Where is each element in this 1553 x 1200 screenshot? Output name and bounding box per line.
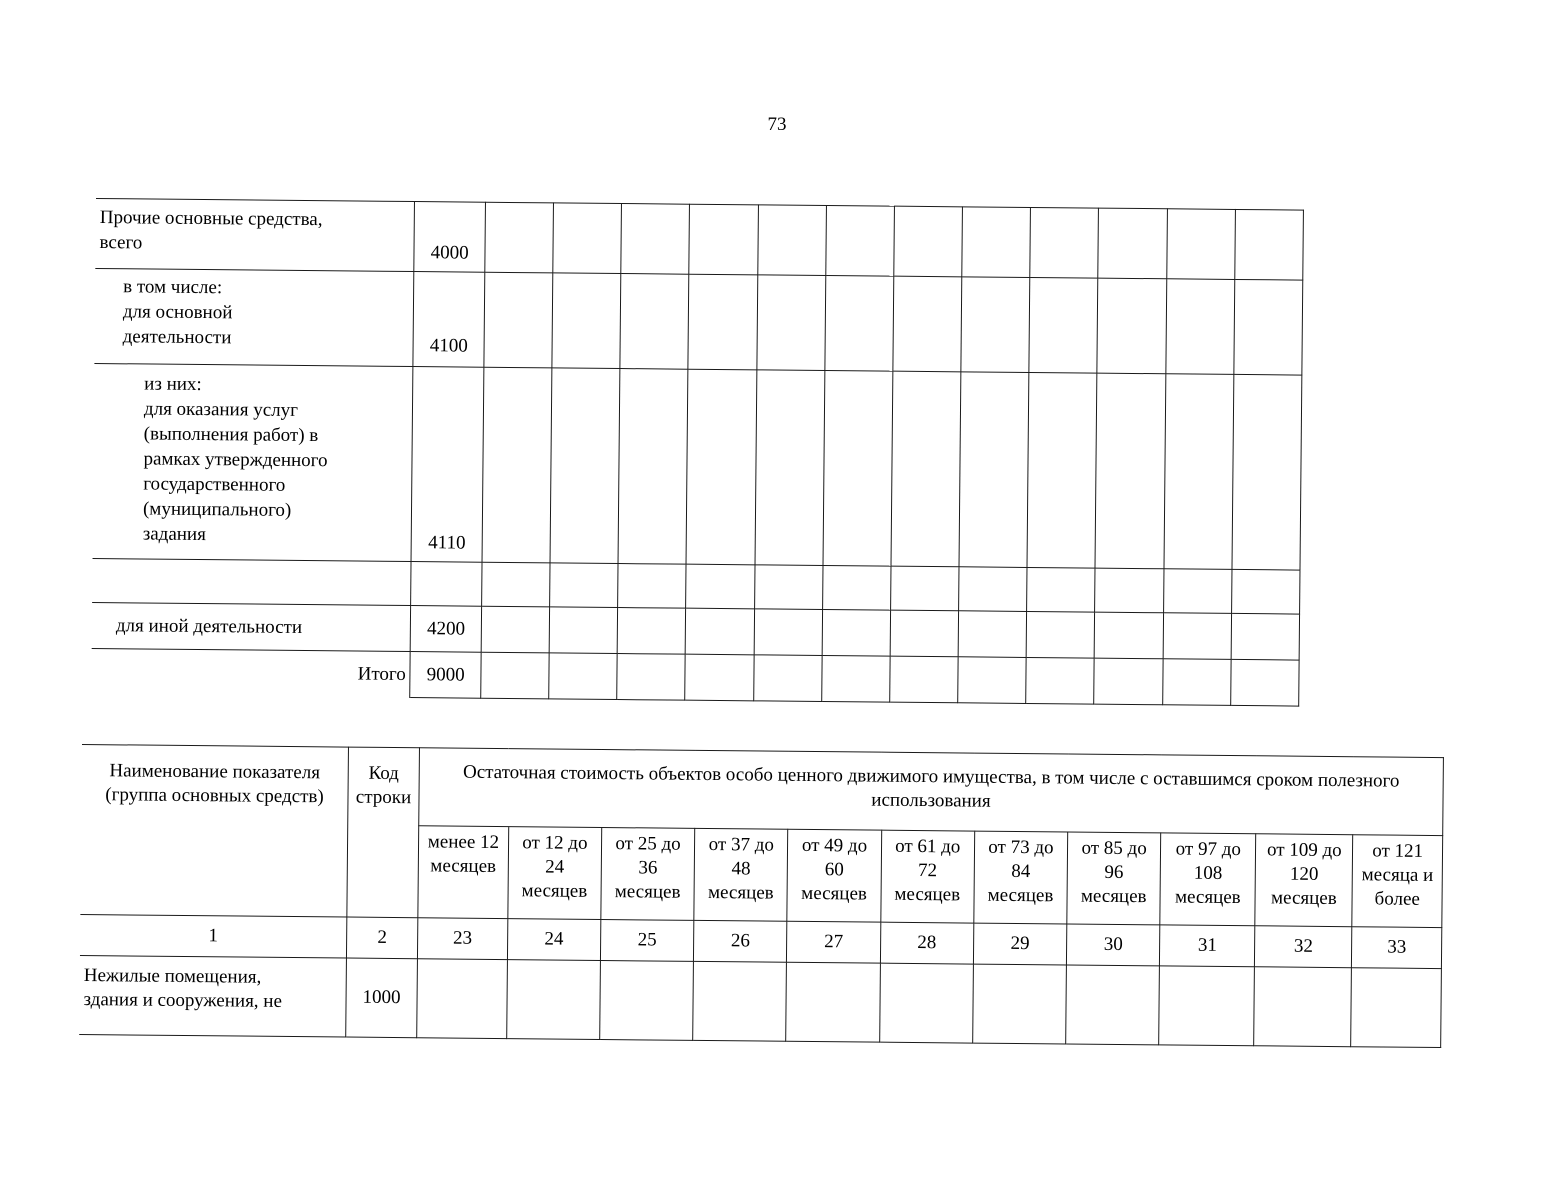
column-number: 1 bbox=[80, 914, 347, 958]
value-cell[interactable] bbox=[757, 205, 826, 276]
column-number: 31 bbox=[1160, 925, 1255, 967]
column-header: от 97 до 108 месяцев bbox=[1160, 833, 1256, 926]
column-number: 32 bbox=[1255, 926, 1352, 968]
column-header: от 25 до 36 месяцев bbox=[601, 827, 695, 920]
value-cell[interactable] bbox=[550, 563, 619, 608]
row-code bbox=[411, 562, 482, 607]
value-cell[interactable] bbox=[621, 204, 690, 275]
value-cell[interactable] bbox=[1351, 968, 1441, 1048]
row-name-line: для иной деятельности bbox=[115, 615, 303, 638]
row-name bbox=[94, 268, 414, 366]
table-row bbox=[94, 268, 1302, 375]
value-cell[interactable] bbox=[1231, 569, 1300, 614]
column-header: от 85 до 96 месяцев bbox=[1067, 832, 1161, 925]
value-cell[interactable] bbox=[618, 369, 688, 565]
value-cell[interactable] bbox=[686, 608, 755, 655]
page-number: 73 bbox=[767, 114, 787, 135]
row-name-line: (муниципального) bbox=[142, 498, 292, 521]
value-cell[interactable] bbox=[894, 206, 963, 277]
value-cell[interactable] bbox=[826, 206, 895, 277]
column-header: от 37 до 48 месяцев bbox=[694, 828, 788, 921]
value-cell[interactable] bbox=[753, 655, 822, 702]
value-cell[interactable] bbox=[620, 274, 689, 370]
row-name-line: рамках утвержденного bbox=[143, 448, 328, 472]
value-cell[interactable] bbox=[417, 959, 507, 1039]
value-cell[interactable] bbox=[1254, 967, 1352, 1047]
column-header: от 61 до 72 месяцев bbox=[880, 830, 974, 923]
column-number: 2 bbox=[346, 917, 417, 959]
value-cell[interactable] bbox=[617, 654, 686, 701]
row-name-line: в том числе: bbox=[123, 276, 223, 299]
row-name-line: задания bbox=[142, 523, 207, 546]
row-name bbox=[95, 198, 415, 271]
value-cell[interactable] bbox=[689, 204, 758, 275]
bottom-table bbox=[79, 744, 1444, 1048]
row-code: 1000 bbox=[346, 958, 418, 1038]
table-row bbox=[79, 955, 1441, 1047]
column-header: менее 12 месяцев bbox=[418, 826, 509, 919]
table-row bbox=[93, 363, 1302, 570]
value-cell[interactable] bbox=[1162, 659, 1231, 706]
value-cell[interactable] bbox=[755, 370, 825, 566]
row-name-line: для оказания услуг bbox=[143, 398, 299, 421]
value-cell[interactable] bbox=[823, 371, 893, 567]
value-cell[interactable] bbox=[618, 564, 687, 609]
row-code: 4000 bbox=[414, 202, 485, 273]
value-cell[interactable] bbox=[1066, 965, 1160, 1045]
value-cell[interactable] bbox=[1094, 658, 1163, 705]
column-number: 25 bbox=[600, 919, 694, 961]
column-header: от 49 до 60 месяцев bbox=[787, 829, 881, 922]
header-residual-value: Остаточная стоимость объектов особо ценного движимого имущества, в том числе с оставшимся сроком полезного использования bbox=[419, 748, 1444, 836]
value-cell[interactable] bbox=[482, 562, 551, 607]
value-cell[interactable] bbox=[1095, 568, 1164, 613]
header-row bbox=[81, 745, 1443, 836]
row-name-line: всего bbox=[99, 232, 143, 254]
value-cell[interactable] bbox=[550, 368, 620, 564]
value-cell[interactable] bbox=[1026, 611, 1095, 658]
row-name-line: государственного bbox=[143, 473, 286, 496]
value-cell[interactable] bbox=[1095, 612, 1164, 659]
value-cell[interactable] bbox=[961, 277, 1030, 373]
value-cell[interactable] bbox=[1230, 659, 1299, 706]
column-number: 26 bbox=[694, 920, 788, 962]
column-header: от 121 месяца и более bbox=[1352, 835, 1443, 928]
value-cell[interactable] bbox=[1159, 966, 1255, 1046]
row-name-line: Итого bbox=[357, 663, 406, 686]
column-number: 33 bbox=[1352, 927, 1442, 969]
value-cell[interactable] bbox=[958, 611, 1027, 658]
value-cell[interactable] bbox=[959, 567, 1028, 612]
value-cell[interactable] bbox=[1165, 279, 1234, 375]
value-cell[interactable] bbox=[1098, 208, 1167, 279]
value-cell[interactable] bbox=[1029, 277, 1098, 373]
value-cell[interactable] bbox=[688, 274, 757, 370]
row-name-line: деятельности bbox=[122, 326, 232, 349]
value-cell[interactable] bbox=[893, 276, 962, 372]
value-cell[interactable] bbox=[1095, 373, 1165, 569]
value-cell[interactable] bbox=[686, 564, 755, 609]
column-number: 27 bbox=[787, 921, 881, 963]
value-cell[interactable] bbox=[1163, 613, 1232, 660]
value-cell[interactable] bbox=[1097, 278, 1166, 374]
value-cell[interactable] bbox=[686, 369, 756, 565]
value-cell[interactable] bbox=[962, 207, 1031, 278]
value-cell[interactable] bbox=[553, 203, 622, 274]
value-cell[interactable] bbox=[693, 961, 787, 1041]
row-code: 4200 bbox=[411, 606, 482, 653]
value-cell[interactable] bbox=[786, 962, 880, 1042]
column-number: 28 bbox=[880, 922, 974, 964]
column-number: 23 bbox=[417, 918, 507, 960]
header-indicator-name: Наименование показателя (группа основных средств) bbox=[80, 745, 348, 918]
value-cell[interactable] bbox=[890, 610, 959, 657]
row-name bbox=[93, 363, 414, 561]
value-cell[interactable] bbox=[1026, 657, 1095, 704]
value-cell[interactable] bbox=[600, 960, 694, 1040]
value-cell[interactable] bbox=[549, 607, 618, 654]
value-cell[interactable] bbox=[485, 202, 554, 273]
value-cell[interactable] bbox=[1166, 209, 1235, 280]
value-cell[interactable] bbox=[825, 276, 894, 372]
value-cell[interactable] bbox=[891, 371, 961, 567]
value-cell[interactable] bbox=[972, 964, 1066, 1044]
value-cell[interactable] bbox=[958, 657, 1027, 704]
row-name bbox=[92, 602, 411, 651]
row-name bbox=[91, 648, 410, 697]
row-name-line: здания и сооружения, не bbox=[83, 989, 283, 1012]
row-code: 4100 bbox=[413, 272, 485, 368]
value-cell[interactable] bbox=[1234, 279, 1303, 375]
row-name bbox=[92, 558, 411, 605]
value-cell[interactable] bbox=[879, 963, 973, 1043]
value-cell[interactable] bbox=[1164, 374, 1234, 570]
value-cell[interactable] bbox=[822, 609, 891, 656]
value-cell[interactable] bbox=[1030, 207, 1099, 278]
value-cell[interactable] bbox=[821, 655, 890, 702]
row-name-line: для основной bbox=[122, 301, 233, 324]
value-cell[interactable] bbox=[822, 565, 891, 610]
column-header: от 73 до 84 месяцев bbox=[974, 831, 1068, 924]
value-cell[interactable] bbox=[552, 273, 621, 369]
value-cell[interactable] bbox=[1027, 372, 1097, 568]
top-table bbox=[91, 198, 1304, 707]
column-number: 30 bbox=[1066, 924, 1160, 966]
row-code: 4110 bbox=[411, 367, 484, 563]
header-line-code: Код строки bbox=[347, 747, 420, 918]
value-cell[interactable] bbox=[891, 566, 960, 611]
value-cell[interactable] bbox=[890, 656, 959, 703]
value-cell[interactable] bbox=[1232, 374, 1302, 570]
value-cell[interactable] bbox=[484, 272, 553, 368]
column-number: 29 bbox=[973, 923, 1067, 965]
row-name-line: из них: bbox=[144, 373, 202, 396]
value-cell[interactable] bbox=[1163, 569, 1232, 614]
value-cell[interactable] bbox=[481, 606, 550, 653]
column-header: от 12 до 24 месяцев bbox=[508, 827, 602, 920]
value-cell[interactable] bbox=[617, 608, 686, 655]
row-name-line: Прочие основные средства, bbox=[99, 207, 323, 231]
value-cell[interactable] bbox=[549, 653, 618, 700]
column-header: от 109 до 120 месяцев bbox=[1255, 834, 1353, 927]
value-cell[interactable] bbox=[685, 654, 754, 701]
value-cell[interactable] bbox=[482, 367, 552, 563]
value-cell[interactable] bbox=[1235, 209, 1304, 280]
value-cell[interactable] bbox=[959, 372, 1029, 568]
value-cell[interactable] bbox=[754, 609, 823, 656]
row-name-line: Нежилые помещения, bbox=[83, 965, 262, 988]
value-cell[interactable] bbox=[757, 275, 826, 371]
row-code: 9000 bbox=[410, 652, 481, 699]
column-number: 24 bbox=[507, 919, 601, 961]
value-cell[interactable] bbox=[481, 652, 550, 699]
value-cell[interactable] bbox=[506, 960, 600, 1040]
table-row bbox=[95, 198, 1303, 280]
value-cell[interactable] bbox=[1027, 567, 1096, 612]
value-cell[interactable] bbox=[1231, 613, 1300, 660]
value-cell[interactable] bbox=[754, 565, 823, 610]
row-name-line: (выполнения работ) в bbox=[143, 423, 319, 447]
row-name bbox=[79, 955, 346, 1037]
